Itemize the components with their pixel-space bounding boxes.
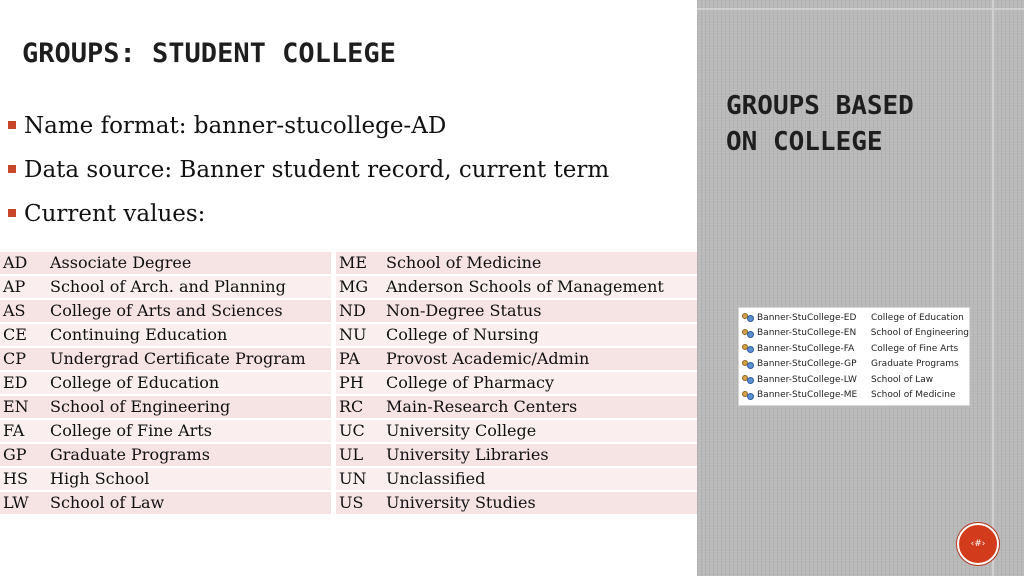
college-name: Graduate Programs <box>47 444 331 468</box>
group-icon <box>742 374 754 385</box>
table-row <box>336 372 697 396</box>
table-row <box>336 324 697 348</box>
side-panel <box>697 0 1024 576</box>
bullet-text: Current values: <box>24 201 206 227</box>
group-description: College of Education <box>871 312 964 323</box>
college-code: FA <box>0 420 47 444</box>
list-item <box>739 310 969 326</box>
list-item <box>739 326 969 342</box>
side-title <box>726 88 986 160</box>
group-description: College of Fine Arts <box>871 343 959 354</box>
college-name: Undergrad Certificate Program <box>47 348 331 372</box>
college-code: UN <box>336 468 383 492</box>
college-name: College of Fine Arts <box>47 420 331 444</box>
bullet-item <box>8 196 609 240</box>
bullet-square-icon <box>8 121 16 129</box>
group-description: Graduate Programs <box>871 359 959 370</box>
college-name: Provost Academic/Admin <box>383 348 697 372</box>
college-code: PA <box>336 348 383 372</box>
college-codes-table-right <box>336 252 697 516</box>
college-name: University Studies <box>383 492 697 516</box>
college-code: RC <box>336 396 383 420</box>
college-name: College of Education <box>47 372 331 396</box>
decorative-line <box>697 8 1024 10</box>
bullet-square-icon <box>8 165 16 173</box>
table-row <box>0 468 331 492</box>
bullet-text: Data source: Banner student record, current term <box>24 157 610 183</box>
table-row <box>0 300 331 324</box>
college-code: UC <box>336 420 383 444</box>
college-name: School of Law <box>47 492 331 516</box>
college-name: Unclassified <box>383 468 697 492</box>
bullet-item <box>8 152 609 196</box>
college-name: Continuing Education <box>47 324 331 348</box>
college-code: ME <box>336 252 383 276</box>
college-code: ND <box>336 300 383 324</box>
college-code: PH <box>336 372 383 396</box>
table-row <box>336 396 697 420</box>
group-icon <box>742 343 754 354</box>
list-item <box>739 388 969 404</box>
college-code: NU <box>336 324 383 348</box>
college-name: College of Pharmacy <box>383 372 697 396</box>
table-row <box>0 252 331 276</box>
list-item <box>739 341 969 357</box>
college-codes-table-left <box>0 252 331 516</box>
bullet-text: Name format: banner-stucollege-AD <box>24 113 447 139</box>
table-row <box>336 468 697 492</box>
group-description: School of Medicine <box>871 390 956 401</box>
group-icon <box>742 328 754 339</box>
group-description: School of Engineering <box>870 328 969 339</box>
college-code: HS <box>0 468 47 492</box>
groups-list-screenshot <box>738 307 970 406</box>
slide-title: GROUPS: STUDENT COLLEGE <box>22 38 396 69</box>
college-name: Main-Research Centers <box>383 396 697 420</box>
table-row <box>336 420 697 444</box>
group-name: Banner-StuCollege-LW <box>757 374 857 385</box>
college-code: LW <box>0 492 47 516</box>
decorative-line <box>992 0 994 576</box>
table-row <box>0 324 331 348</box>
bullet-list <box>8 108 609 240</box>
college-name: College of Arts and Sciences <box>47 300 331 324</box>
college-name: University Libraries <box>383 444 697 468</box>
table-row <box>0 492 331 516</box>
table-row <box>336 276 697 300</box>
table-row <box>336 300 697 324</box>
college-code: US <box>336 492 383 516</box>
side-title-line: ON COLLEGE <box>726 127 883 157</box>
table-row <box>336 348 697 372</box>
table-row <box>0 396 331 420</box>
group-name: Banner-StuCollege-FA <box>757 343 855 354</box>
college-name: School of Engineering <box>47 396 331 420</box>
bullet-square-icon <box>8 209 16 217</box>
group-name: Banner-StuCollege-ME <box>757 390 858 401</box>
table-row <box>0 444 331 468</box>
bullet-item <box>8 108 609 152</box>
college-code: EN <box>0 396 47 420</box>
table-row <box>336 252 697 276</box>
college-code: ED <box>0 372 47 396</box>
group-icon <box>742 359 754 370</box>
table-row <box>336 492 697 516</box>
college-code: AD <box>0 252 47 276</box>
table-row <box>0 420 331 444</box>
college-code: AP <box>0 276 47 300</box>
college-name: Non-Degree Status <box>383 300 697 324</box>
college-name: Associate Degree <box>47 252 331 276</box>
college-name: College of Nursing <box>383 324 697 348</box>
group-name: Banner-StuCollege-ED <box>757 312 857 323</box>
table-row <box>0 372 331 396</box>
group-description: School of Law <box>871 374 934 385</box>
college-name: High School <box>47 468 331 492</box>
table-row <box>336 444 697 468</box>
college-code: MG <box>336 276 383 300</box>
college-name: School of Arch. and Planning <box>47 276 331 300</box>
list-item <box>739 357 969 373</box>
page-number-badge: ‹#› <box>957 523 999 565</box>
table-row <box>0 348 331 372</box>
college-name: School of Medicine <box>383 252 697 276</box>
list-item <box>739 372 969 388</box>
side-title-line: GROUPS BASED <box>726 91 914 121</box>
group-icon <box>742 312 754 323</box>
college-code: CE <box>0 324 47 348</box>
table-row <box>0 276 331 300</box>
college-code: CP <box>0 348 47 372</box>
college-code: UL <box>336 444 383 468</box>
college-code: AS <box>0 300 47 324</box>
group-name: Banner-StuCollege-GP <box>757 359 857 370</box>
group-name: Banner-StuCollege-EN <box>757 328 857 339</box>
college-name: Anderson Schools of Management <box>383 276 697 300</box>
college-name: University College <box>383 420 697 444</box>
college-code: GP <box>0 444 47 468</box>
group-icon <box>742 390 754 401</box>
